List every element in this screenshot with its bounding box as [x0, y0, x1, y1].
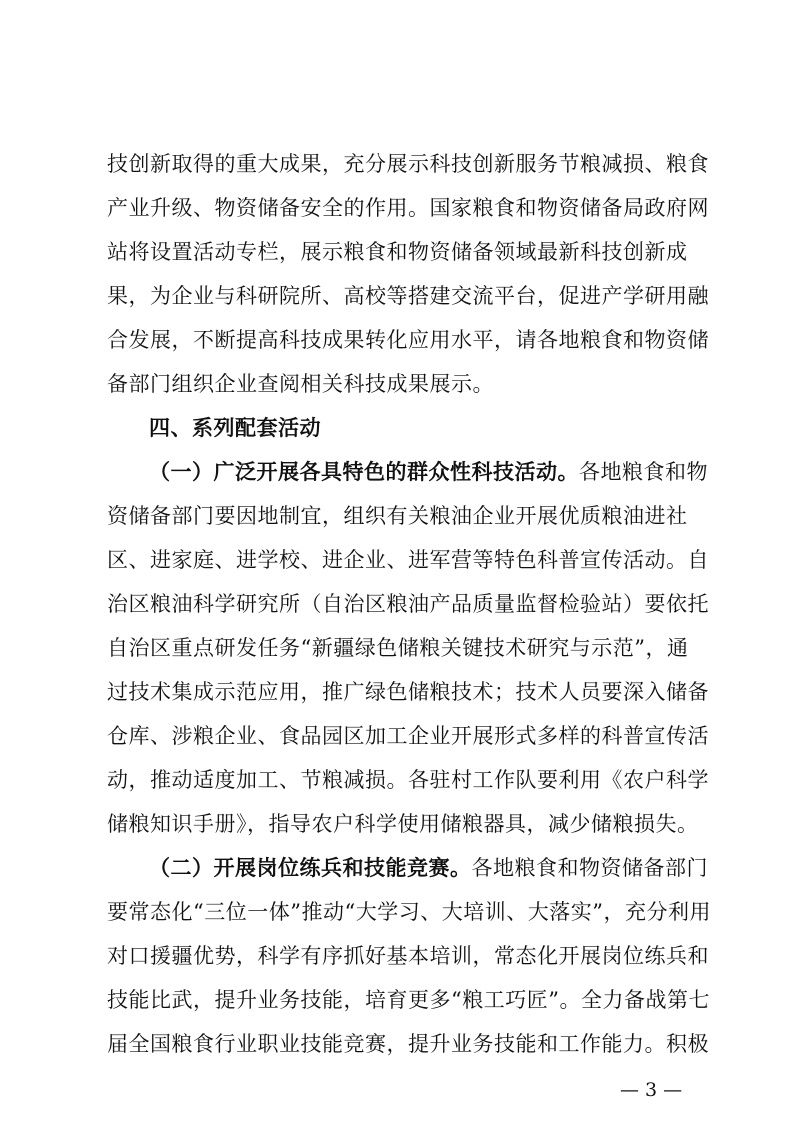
subsection-title: （二）开展岗位练兵和技能竞赛。	[149, 855, 472, 880]
subsection-first-line	[149, 854, 708, 882]
subsection-first-line	[149, 458, 708, 486]
body-text-line: 仓库、涉粮企业、食品园区加工企业开展形式多样的科普宣传活	[107, 724, 709, 748]
body-text-line: 技创新取得的重大成果，充分展示科技创新服务节粮减损、粮食	[107, 152, 709, 176]
body-text-line: 届全国粮食行业职业技能竞赛，提升业务技能和工作能力。积极	[107, 1032, 709, 1056]
body-text-line: 过技术集成示范应用，推广绿色储粮技术；技术人员要深入储备	[107, 680, 709, 704]
body-text-line: 资储备部门要因地制宜，组织有关粮油企业开展优质粮油进社	[107, 504, 688, 528]
body-text-line: 治区粮油科学研究所（自治区粮油产品质量监督检验站）要依托	[107, 592, 709, 616]
section-heading: 四、系列配套活动	[149, 416, 321, 440]
body-text-line: 备部门组织企业查阅相关科技成果展示。	[107, 372, 494, 396]
body-text-line: 自治区重点研发任务“新疆绿色储粮关键技术研究与示范”，通	[107, 636, 689, 660]
body-text-line: 动，推动适度加工、节粮减损。各驻村工作队要利用《农户科学	[107, 768, 709, 792]
page-number: — 3 —	[620, 1079, 683, 1101]
body-text-line: 储粮知识手册》，指导农户科学使用储粮器具，减少储粮损失。	[107, 812, 699, 836]
body-text-fragment: 各地粮食和物资储备部门	[471, 856, 708, 880]
body-text-line: 产业升级、物资储备安全的作用。国家粮食和物资储备局政府网	[107, 196, 709, 220]
body-text-line: 区、进家庭、进学校、进企业、进军营等特色科普宣传活动。自	[107, 548, 709, 572]
body-text-line: 技能比武，提升业务技能，培育更多“粮工巧匠”。全力备战第七	[107, 988, 710, 1012]
body-text-line: 对口援疆优势，科学有序抓好基本培训，常态化开展岗位练兵和	[107, 944, 709, 968]
body-text-line: 要常态化“三位一体”推动“大学习、大培训、大落实”，充分利用	[107, 900, 711, 924]
body-text-fragment: 各地粮食和物	[579, 460, 708, 484]
subsection-title: （一）广泛开展各具特色的群众性科技活动。	[149, 459, 579, 484]
body-text-line: 站将设置活动专栏，展示粮食和物资储备领域最新科技创新成	[107, 240, 688, 264]
body-text-line: 合发展，不断提高科技成果转化应用水平，请各地粮食和物资储	[107, 328, 709, 352]
body-text-line: 果，为企业与科研院所、高校等搭建交流平台，促进产学研用融	[107, 284, 709, 308]
